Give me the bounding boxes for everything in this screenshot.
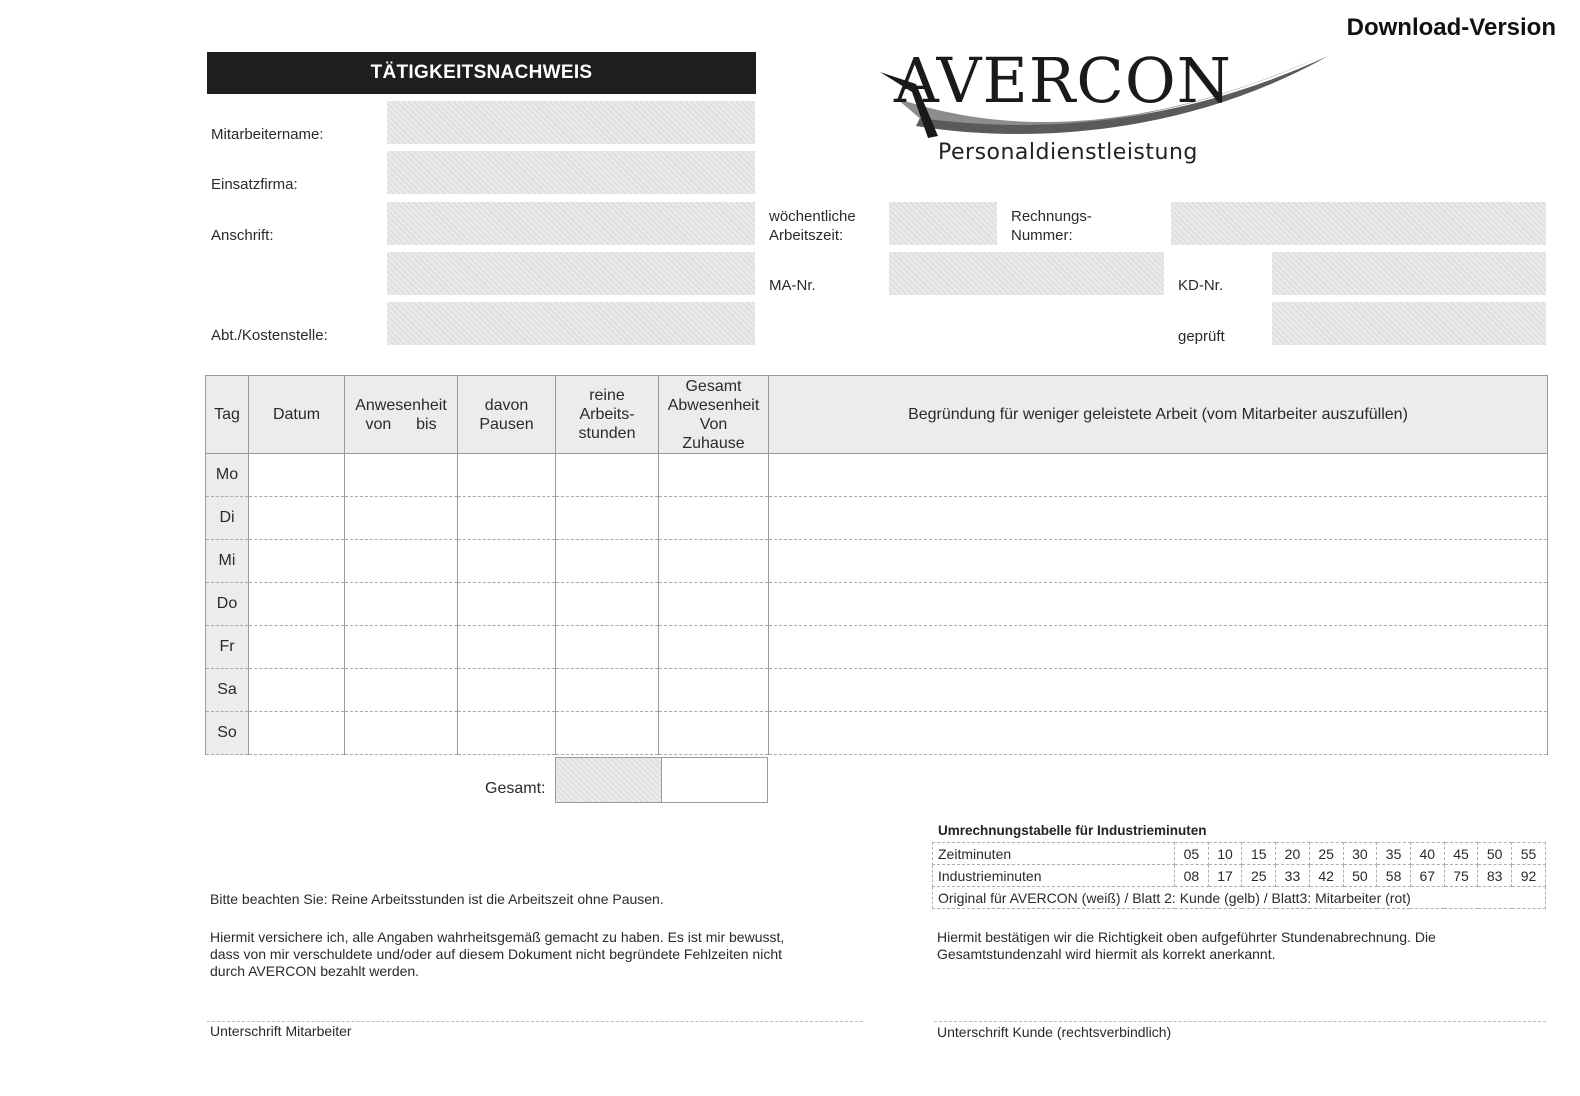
reason-cell[interactable] — [769, 626, 1548, 669]
table-cell: 42 — [1309, 865, 1343, 887]
net-hours-cell[interactable] — [556, 669, 659, 712]
table-row — [206, 454, 1548, 497]
pause-note: Bitte beachten Sie: Reine Arbeitsstunden ist die Arbeitszeit ohne Pausen. — [210, 891, 664, 907]
presence-cell[interactable] — [345, 712, 458, 755]
header-net-hours: reine Arbeits- stunden — [556, 376, 659, 454]
customer-signature-line[interactable] — [934, 1021, 1546, 1022]
table-cell: 30 — [1343, 843, 1377, 865]
breaks-cell[interactable] — [458, 626, 556, 669]
logo-wordmark: AVERCON — [894, 44, 1232, 117]
date-cell[interactable] — [249, 540, 345, 583]
total-absence-field[interactable] — [662, 758, 768, 803]
timesheet-table — [205, 375, 1548, 755]
date-cell[interactable] — [249, 454, 345, 497]
net-hours-cell[interactable] — [556, 497, 659, 540]
reason-cell[interactable] — [769, 583, 1548, 626]
table-cell: 50 — [1343, 865, 1377, 887]
net-hours-cell[interactable] — [556, 626, 659, 669]
date-cell[interactable] — [249, 712, 345, 755]
conversion-table-title: Umrechnungstabelle für Industrieminuten — [938, 823, 1207, 838]
table-row — [206, 712, 1548, 755]
table-cell: 45 — [1444, 843, 1478, 865]
date-cell[interactable] — [249, 583, 345, 626]
customer-signature-label: Unterschrift Kunde (rechtsverbindlich) — [937, 1024, 1172, 1040]
avercon-logo — [876, 40, 1336, 170]
header-to: bis — [416, 415, 437, 433]
date-cell[interactable] — [249, 626, 345, 669]
presence-cell[interactable] — [345, 454, 458, 497]
table-row — [206, 669, 1548, 712]
employee-number-field[interactable] — [889, 252, 1164, 295]
logo-tagline: Personaldienstleistung — [938, 140, 1198, 165]
header-date: Datum — [249, 376, 345, 454]
reason-cell[interactable] — [769, 669, 1548, 712]
breaks-cell[interactable] — [458, 583, 556, 626]
conversion-table — [932, 842, 1546, 909]
day-cell: Fr — [206, 626, 249, 669]
employee-signature-label: Unterschrift Mitarbeiter — [210, 1023, 352, 1039]
breaks-cell[interactable] — [458, 540, 556, 583]
absence-cell[interactable] — [659, 540, 769, 583]
presence-cell[interactable] — [345, 497, 458, 540]
breaks-cell[interactable] — [458, 454, 556, 497]
copies-note-row — [933, 887, 1546, 909]
reason-cell[interactable] — [769, 540, 1548, 583]
day-cell: Di — [206, 497, 249, 540]
table-cell: 75 — [1444, 865, 1478, 887]
table-row — [206, 540, 1548, 583]
header-presence: Anwesenheit von bis — [345, 376, 458, 454]
header-day: Tag — [206, 376, 249, 454]
customer-confirmation: Hiermit bestätigen wir die Richtigkeit oben aufgeführter Stundenabrechnung. Die Gesamtstundenzahl wird hiermit als korrekt anerkannt. — [937, 929, 1436, 962]
date-cell[interactable] — [249, 669, 345, 712]
table-row — [206, 497, 1548, 540]
row-label: Zeitminuten — [933, 843, 1175, 865]
total-label: Gesamt: — [485, 780, 546, 797]
table-cell: 10 — [1208, 843, 1242, 865]
table-row — [206, 583, 1548, 626]
absence-cell[interactable] — [659, 669, 769, 712]
header-breaks: davon Pausen — [458, 376, 556, 454]
copies-note: Original für AVERCON (weiß) / Blatt 2: Kunde (gelb) / Blatt3: Mitarbeiter (rot) — [933, 887, 1546, 909]
absence-cell[interactable] — [659, 626, 769, 669]
day-cell: Mi — [206, 540, 249, 583]
customer-number-label: KD-Nr. — [1178, 277, 1223, 294]
address-field-line1[interactable] — [387, 202, 755, 245]
download-version-label: Download-Version — [1346, 14, 1556, 41]
row-label: Industrieminuten — [933, 865, 1175, 887]
net-hours-cell[interactable] — [556, 583, 659, 626]
breaks-cell[interactable] — [458, 497, 556, 540]
table-cell: 33 — [1276, 865, 1310, 887]
absence-cell[interactable] — [659, 712, 769, 755]
total-table — [555, 757, 768, 803]
table-cell: 05 — [1175, 843, 1209, 865]
invoice-number-field[interactable] — [1171, 202, 1546, 245]
header-reason: Begründung für weniger geleistete Arbeit (vom Mitarbeiter auszufüllen) — [769, 376, 1548, 454]
address-label: Anschrift: — [211, 227, 274, 244]
net-hours-cell[interactable] — [556, 454, 659, 497]
net-hours-cell[interactable] — [556, 540, 659, 583]
department-label: Abt./Kostenstelle: — [211, 327, 328, 344]
employee-number-label: MA-Nr. — [769, 277, 816, 294]
table-cell: 58 — [1377, 865, 1411, 887]
employee-signature-line[interactable] — [207, 1021, 863, 1022]
department-field[interactable] — [387, 302, 755, 345]
header-from: von — [365, 415, 392, 433]
address-field-line2[interactable] — [387, 252, 755, 295]
form-title: TÄTIGKEITSNACHWEIS — [207, 52, 756, 94]
table-cell: 17 — [1208, 865, 1242, 887]
reason-cell[interactable] — [769, 454, 1548, 497]
total-net-hours-field[interactable] — [556, 758, 662, 803]
day-cell: Mo — [206, 454, 249, 497]
header-absence: Gesamt Abwesenheit Von Zuhause — [659, 376, 769, 454]
weekly-hours-label: wöchentliche Arbeitszeit: — [769, 208, 856, 244]
table-cell: 40 — [1410, 843, 1444, 865]
conversion-row-minutes — [933, 843, 1546, 865]
conversion-row-industrial — [933, 865, 1546, 887]
client-company-label: Einsatzfirma: — [211, 176, 298, 193]
presence-cell[interactable] — [345, 583, 458, 626]
day-cell: So — [206, 712, 249, 755]
table-cell: 35 — [1377, 843, 1411, 865]
breaks-cell[interactable] — [458, 669, 556, 712]
net-hours-cell[interactable] — [556, 712, 659, 755]
absence-cell[interactable] — [659, 497, 769, 540]
invoice-number-label: Rechnungs- Nummer: — [1011, 208, 1092, 244]
table-cell: 20 — [1276, 843, 1310, 865]
table-cell: 25 — [1242, 865, 1276, 887]
employee-name-field[interactable] — [387, 101, 755, 144]
table-cell: 92 — [1512, 865, 1546, 887]
presence-cell[interactable] — [345, 540, 458, 583]
employee-declaration: Hiermit versichere ich, alle Angaben wahrheitsgemäß gemacht zu haben. Es ist mir bewusst, dass von mir verschuldete und/oder auf diesem Dokument nicht begründete Fehlzeiten nicht durch AVERCON bezahlt werden. — [210, 929, 785, 979]
table-cell: 55 — [1512, 843, 1546, 865]
checked-field[interactable] — [1272, 302, 1546, 345]
day-cell: Do — [206, 583, 249, 626]
checked-label: geprüft — [1178, 328, 1225, 345]
presence-cell[interactable] — [345, 626, 458, 669]
table-row — [206, 626, 1548, 669]
weekly-hours-field[interactable] — [889, 202, 997, 245]
breaks-cell[interactable] — [458, 712, 556, 755]
employee-name-label: Mitarbeitername: — [211, 126, 324, 143]
date-cell[interactable] — [249, 497, 345, 540]
table-cell: 50 — [1478, 843, 1512, 865]
reason-cell[interactable] — [769, 497, 1548, 540]
table-cell: 15 — [1242, 843, 1276, 865]
table-cell: 25 — [1309, 843, 1343, 865]
table-cell: 67 — [1410, 865, 1444, 887]
client-company-field[interactable] — [387, 151, 755, 194]
table-cell: 08 — [1175, 865, 1209, 887]
presence-cell[interactable] — [345, 669, 458, 712]
reason-cell[interactable] — [769, 712, 1548, 755]
table-header-row — [206, 376, 1548, 454]
absence-cell[interactable] — [659, 454, 769, 497]
absence-cell[interactable] — [659, 583, 769, 626]
day-cell: Sa — [206, 669, 249, 712]
customer-number-field[interactable] — [1272, 252, 1546, 295]
table-cell: 83 — [1478, 865, 1512, 887]
